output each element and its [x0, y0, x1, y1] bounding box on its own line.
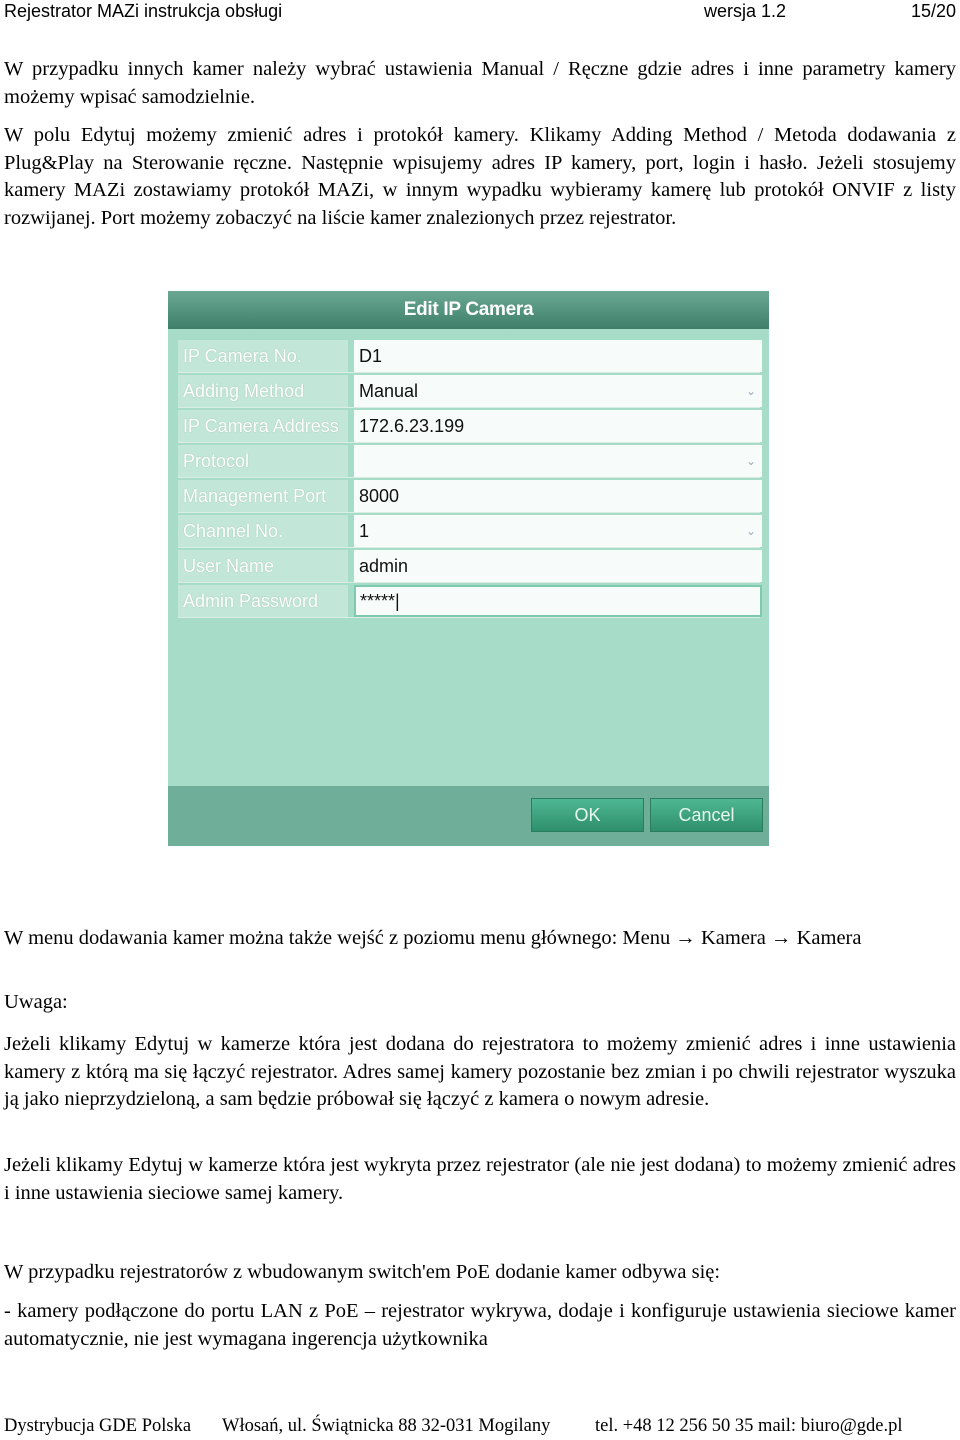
document-version: wersja 1.2 [704, 1, 787, 21]
user-name-field[interactable]: admin [354, 550, 762, 582]
chevron-down-icon[interactable]: ⌄ [745, 454, 756, 468]
chevron-down-icon[interactable]: ⌄ [745, 384, 756, 398]
cancel-button[interactable]: Cancel [650, 798, 763, 832]
field-label: User Name [178, 550, 348, 582]
footer-company: Dystrybucja GDE Polska [4, 1416, 192, 1436]
row-ip-camera-address [178, 410, 760, 443]
paragraph-poe-item: - kamery podłączone do portu LAN z PoE – rejestrator wykrywa, dodaje i konfiguruje ustawienia sieciowe kamer automatycznie, nie jest wymagana ingerencja użytkownika [4, 1300, 956, 1350]
paragraph-edit-field: W polu Edytuj możemy zmienić adres i protokół kamery. Klikamy Adding Method / Metoda dodawania z Plug&Play na Sterowanie ręczne. Następnie wpisujemy adres IP kamery, port, login i hasło. Jeżeli stosujemy kamery MAZi zostawiamy protokół MAZi, w innym wypadku wybieramy kamerę lub protokół ONVIF z listy rozwijanej. Port możemy zobaczyć na liście kamer znalezionych przez rejestrator. [4, 124, 956, 229]
row-admin-password [178, 585, 760, 618]
field-label: Protocol [178, 445, 348, 477]
edit-ip-camera-dialog [168, 291, 769, 846]
row-user-name [178, 550, 760, 583]
admin-password-field[interactable]: *****| [354, 585, 762, 617]
paragraph-manual-settings: W przypadku innych kamer należy wybrać ustawienia Manual / Ręczne gdzie adres i inne parametry kamery możemy wpisać samodzielnie. [4, 58, 956, 108]
footer-address: Włosań, ul. Świątnicka 88 32-031 Mogilany [222, 1416, 551, 1436]
management-port-field[interactable]: 8000 [354, 480, 762, 512]
field-label: IP Camera Address [178, 410, 348, 442]
row-ip-camera-no [178, 340, 760, 373]
dialog-button-bar [168, 786, 769, 846]
row-adding-method [178, 375, 760, 408]
document-title: Rejestrator MAZi instrukcja obsługi [4, 1, 283, 21]
page-header [4, 0, 956, 24]
paragraph-menu-path: W menu dodawania kamer można także wejść z poziomu menu głównego: Menu → Kamera → Kamera [4, 927, 862, 949]
field-label: Management Port [178, 480, 348, 512]
channel-no-select[interactable] [354, 515, 762, 547]
ip-address-field[interactable]: 172.6.23.199 [354, 410, 762, 442]
dialog-title: Edit IP Camera [168, 291, 769, 329]
field-label: Channel No. [178, 515, 348, 547]
chevron-down-icon[interactable]: ⌄ [745, 524, 756, 538]
adding-method-select[interactable] [354, 375, 762, 407]
paragraph-edit-added-camera: Jeżeli klikamy Edytuj w kamerze która jest dodana do rejestratora to możemy zmienić adres i inne ustawienia kamery z którą ma się łączyć rejestrator. Adres samej kamery pozostanie bez zmian i po chwili rejestrator wyszuka ją jako nieprzydzieloną, a sam będzie próbował się łączyć z kamera o nowym adresie. [4, 1033, 956, 1110]
row-management-port [178, 480, 760, 513]
adding-method-value: Manual [359, 381, 419, 401]
paragraph-note-heading: Uwaga: [4, 991, 68, 1013]
paragraph-poe-intro: W przypadku rejestratorów z wbudowanym switch'em PoE dodanie kamer odbywa się: [4, 1261, 721, 1283]
ip-camera-no-field[interactable]: D1 [354, 340, 762, 372]
field-label: Admin Password [178, 585, 348, 617]
row-protocol [178, 445, 760, 478]
field-label: Adding Method [178, 375, 348, 407]
channel-no-value: 1 [359, 521, 370, 541]
field-label: IP Camera No. [178, 340, 348, 372]
footer-contact: tel. +48 12 256 50 35 mail: biuro@gde.pl [595, 1416, 903, 1436]
row-channel-no [178, 515, 760, 548]
ok-button[interactable]: OK [531, 798, 644, 832]
paragraph-edit-detected-camera: Jeżeli klikamy Edytuj w kamerze która jest wykryta przez rejestrator (ale nie jest dodana) to możemy zmienić adres i inne ustawienia sieciowe samej kamery. [4, 1154, 956, 1204]
page-number: 15/20 [910, 1, 956, 21]
protocol-select[interactable] [354, 445, 762, 477]
